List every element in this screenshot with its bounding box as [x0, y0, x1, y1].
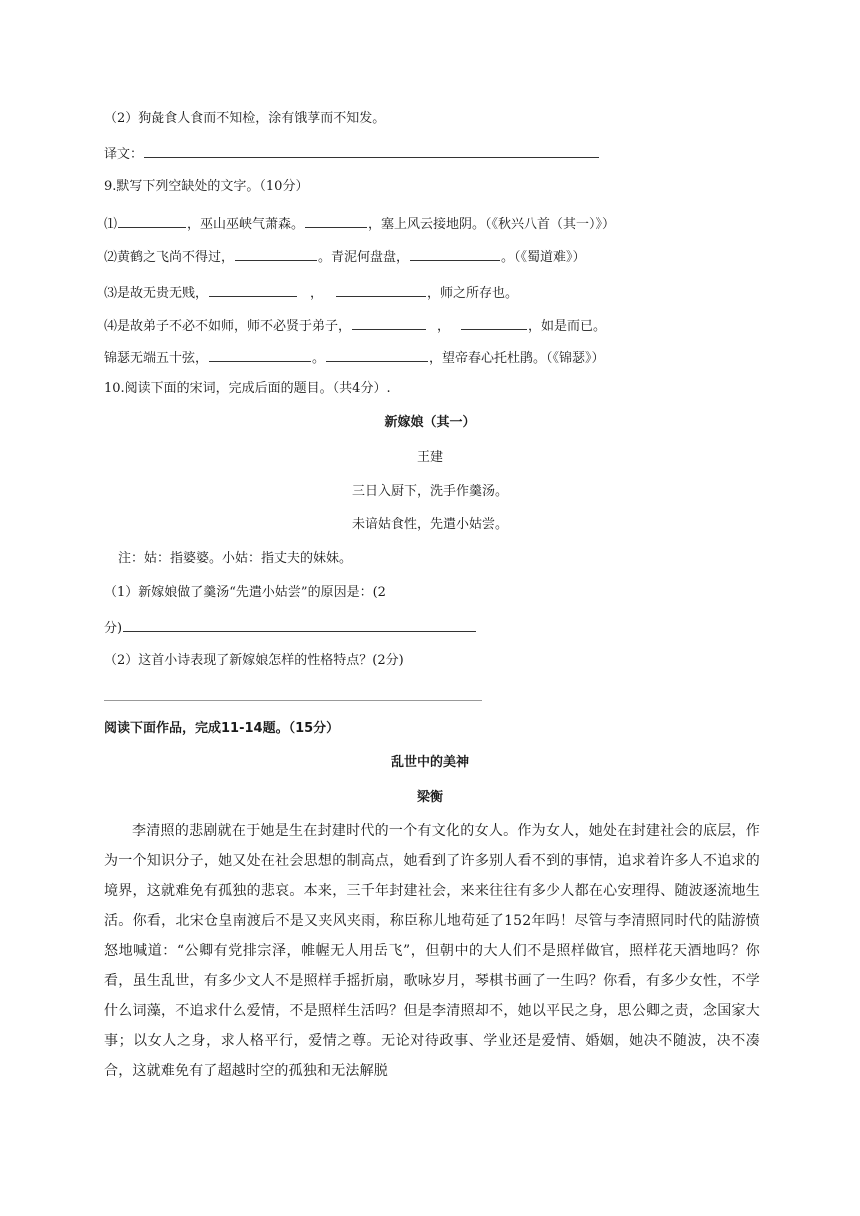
q8-2-sentence: （2）狗彘食人食而不知检，涂有饿莩而不知发。 [104, 111, 386, 126]
q10-sub1-points: 分) [104, 621, 123, 636]
q9-line-2-prefix: ⑵黄鹤之飞尚不得过， [104, 250, 235, 265]
q10-sub1-answer-line [104, 617, 477, 638]
q9-line-3-prefix: ⑶是故无贵无贱， [104, 286, 209, 301]
q9-line-1-mid: ，巫山巫峡气萧森。 [187, 217, 305, 232]
translation-answer-blank[interactable] [144, 143, 599, 158]
translation-label: 译文： [104, 147, 144, 162]
q9-line-4-comma: ， [437, 319, 451, 334]
q8-2-translation-line [104, 143, 600, 164]
poem-note: 注：姑：指婆婆。小姑：指丈夫的妹妹。 [118, 551, 353, 566]
q9-line-1 [104, 213, 615, 234]
q9-title: 9.默写下列空缺处的文字。（10分） [104, 179, 309, 194]
q9-blank-10[interactable] [326, 347, 428, 362]
q9-blank-7[interactable] [352, 315, 426, 330]
q10-title: 10.阅读下面的宋词，完成后面的题目。（共4分）. [104, 381, 391, 396]
q9-blank-4[interactable] [410, 246, 500, 261]
article-author: 梁衡 [416, 790, 443, 805]
q9-blank-3[interactable] [235, 246, 317, 261]
q10-sub2-answer-blank[interactable] [104, 700, 482, 701]
article-title: 乱世中的美神 [390, 755, 469, 770]
q10-sub2: （2）这首小诗表现了新嫁娘怎样的性格特点？(2分) [104, 653, 404, 668]
q9-line-3-suffix: ，师之所存也。 [427, 286, 519, 301]
poem-title: 新嫁娘（其一） [384, 415, 476, 430]
poem-author: 王建 [416, 450, 443, 465]
poem-line-2: 未谙姑食性，先遣小姑尝。 [351, 517, 508, 532]
q9-blank-6[interactable] [336, 282, 426, 297]
q10-sub1: （1）新嫁娘做了羹汤“先遣小姑尝”的原因是：(2 [104, 585, 386, 600]
q9-blank-5[interactable] [209, 282, 297, 297]
q9-line-3 [104, 282, 518, 303]
poem-line-1: 三日入厨下，洗手作羹汤。 [351, 484, 508, 499]
q9-line-3-comma: ， [310, 286, 324, 301]
q9-line-2-mid: 。青泥何盘盘， [318, 250, 410, 265]
q9-blank-2[interactable] [305, 213, 367, 228]
q9-line-2-suffix: 。（《蜀道难》） [501, 250, 586, 265]
q9-blank-8[interactable] [461, 315, 527, 330]
q9-blank-9[interactable] [209, 347, 311, 362]
q9-line-4 [104, 315, 606, 336]
reading-heading: 阅读下面作品，完成11-14题。（15分） [104, 721, 340, 736]
q9-line-4-prefix: ⑷是故弟子不必不如师，师不必贤于弟子， [104, 319, 352, 334]
q9-line-5-mid: 。 [312, 351, 326, 366]
q9-line-4-suffix: ，如是而已。 [528, 319, 607, 334]
q10-sub1-answer-blank[interactable] [123, 617, 476, 632]
q9-line-1-prefix: ⑴ [104, 217, 118, 232]
q9-line-5-prefix: 锦瑟无端五十弦， [104, 351, 209, 366]
q9-line-5-suffix: ，望帝春心托杜鹃。（《锦瑟》） [429, 351, 605, 366]
q9-line-2 [104, 246, 586, 267]
q9-blank-1[interactable] [118, 213, 186, 228]
q9-line-5 [104, 347, 605, 368]
article-paragraph: 李清照的悲剧就在于她是生在封建时代的一个有文化的女人。作为女人，她处在封建社会的底层，作为一个知识分子，她又处在社会思想的制高点，她看到了许多别人看不到的事情，追求着许多人不追求的境界，这就难免有孤独的悲哀。本来，三千年封建社会，来来往往有多少人都在心安理得、随波逐流地生活。你看，北宋仓皇南渡后不是又夹风夹雨，称臣称儿地苟延了152年吗！尽管与李清照同时代的陆游愤怒地喊道：“公卿有党排宗泽，帷幄无人用岳飞”，但朝中的大人们不是照样做官，照样花天酒地吗？你看，虽生乱世，有多少文人不是照样手摇折扇，歌咏岁月，琴棋书画了一生吗？你看，有多少女性，不学什么词藻，不追求什么爱情，不是照样生活吗？但是李清照却不，她以平民之身，思公卿之责，念国家大事；以女人之身，求人格平行，爱情之尊。无论对待政事、学业还是爱情、婚姻，她决不随波，决不凑合，这就难免有了超越时空的孤独和无法解脱 [104, 823, 760, 1079]
q9-line-1-suffix: ，塞上风云接地阴。（《秋兴八首（其一）》） [368, 217, 616, 232]
